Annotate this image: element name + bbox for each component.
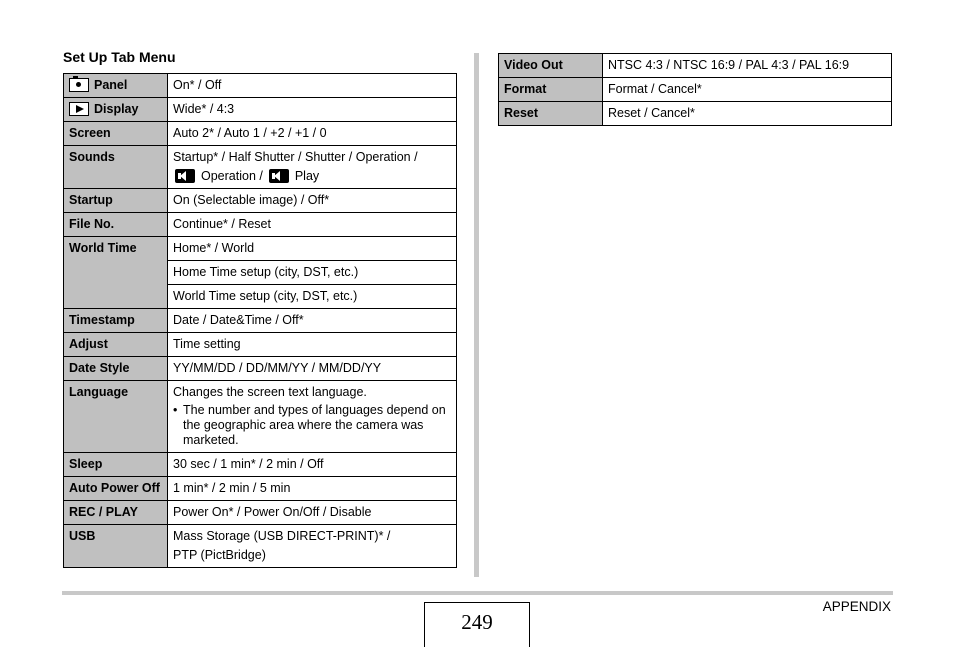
row-key: Screen: [64, 122, 168, 146]
language-note: • The number and types of languages depend on the geographic area where the camera was marketed.: [173, 403, 446, 447]
table-row: [64, 309, 457, 333]
row-value: NTSC 4:3 / NTSC 16:9 / PAL 4:3 / PAL 16:9: [603, 54, 892, 78]
table-row: [64, 333, 457, 357]
row-key: REC / PLAY: [64, 501, 168, 525]
row-key: Video Out: [499, 54, 603, 78]
row-value: YY/MM/DD / DD/MM/YY / MM/DD/YY: [168, 357, 457, 381]
section-title: Set Up Tab Menu: [63, 49, 176, 65]
row-key: File No.: [64, 213, 168, 237]
row-value: Time setting: [168, 333, 457, 357]
row-value: World Time setup (city, DST, etc.): [168, 285, 457, 309]
row-value: Date / Date&Time / Off*: [168, 309, 457, 333]
row-value: 1 min* / 2 min / 5 min: [168, 477, 457, 501]
row-value: Continue* / Reset: [168, 213, 457, 237]
table-row: [64, 381, 457, 453]
row-value: Auto 2* / Auto 1 / +2 / +1 / 0: [168, 122, 457, 146]
row-key: Sounds: [64, 146, 168, 189]
row-key: Sleep: [64, 453, 168, 477]
appendix-label: APPENDIX: [822, 599, 891, 614]
footer-divider: [62, 591, 893, 595]
row-key: Date Style: [64, 357, 168, 381]
table-row: [64, 98, 457, 122]
table-row: [64, 189, 457, 213]
row-value: Reset / Cancel*: [603, 102, 892, 126]
row-key: World Time: [64, 237, 168, 309]
row-value: Mass Storage (USB DIRECT-PRINT)* / PTP (PictBridge): [168, 525, 457, 568]
row-key: Timestamp: [64, 309, 168, 333]
row-key: USB: [64, 525, 168, 568]
table-row: [64, 525, 457, 568]
table-row: [64, 213, 457, 237]
row-value: Home* / World: [168, 237, 457, 261]
row-value: Wide* / 4:3: [168, 98, 457, 122]
page-number: 249: [424, 602, 530, 647]
row-value: On (Selectable image) / Off*: [168, 189, 457, 213]
table-row: [64, 74, 457, 98]
row-key: Language: [64, 381, 168, 453]
table-row: [64, 237, 457, 261]
row-key: Adjust: [64, 333, 168, 357]
table-row: [64, 357, 457, 381]
table-row: [64, 477, 457, 501]
table-row: [64, 453, 457, 477]
row-value: Power On* / Power On/Off / Disable: [168, 501, 457, 525]
row-key: Startup: [64, 189, 168, 213]
row-key: Format: [499, 78, 603, 102]
table-row: [499, 54, 892, 78]
row-key: Auto Power Off: [64, 477, 168, 501]
table-row: [64, 501, 457, 525]
speaker-icon: [175, 169, 195, 183]
table-row: [64, 122, 457, 146]
row-value: On* / Off: [168, 74, 457, 98]
row-value: Changes the screen text language. • The number and types of languages depend on the geographic area where the camera was marketed.: [168, 381, 457, 453]
column-divider: [474, 53, 479, 577]
table-row: [499, 78, 892, 102]
row-value: Home Time setup (city, DST, etc.): [168, 261, 457, 285]
speaker-icon: [269, 169, 289, 183]
table-row: [499, 102, 892, 126]
row-key: Reset: [499, 102, 603, 126]
row-value: Startup* / Half Shutter / Shutter / Operation / Operation / Play: [168, 146, 457, 189]
play-icon: [69, 102, 89, 116]
row-key: Display: [64, 98, 168, 122]
row-value: Format / Cancel*: [603, 78, 892, 102]
setup-menu-table: [63, 73, 457, 568]
table-row: [64, 146, 457, 189]
setup-menu-table-continued: [498, 53, 892, 126]
row-key: Panel: [64, 74, 168, 98]
camera-icon: [69, 78, 89, 92]
row-value: 30 sec / 1 min* / 2 min / Off: [168, 453, 457, 477]
